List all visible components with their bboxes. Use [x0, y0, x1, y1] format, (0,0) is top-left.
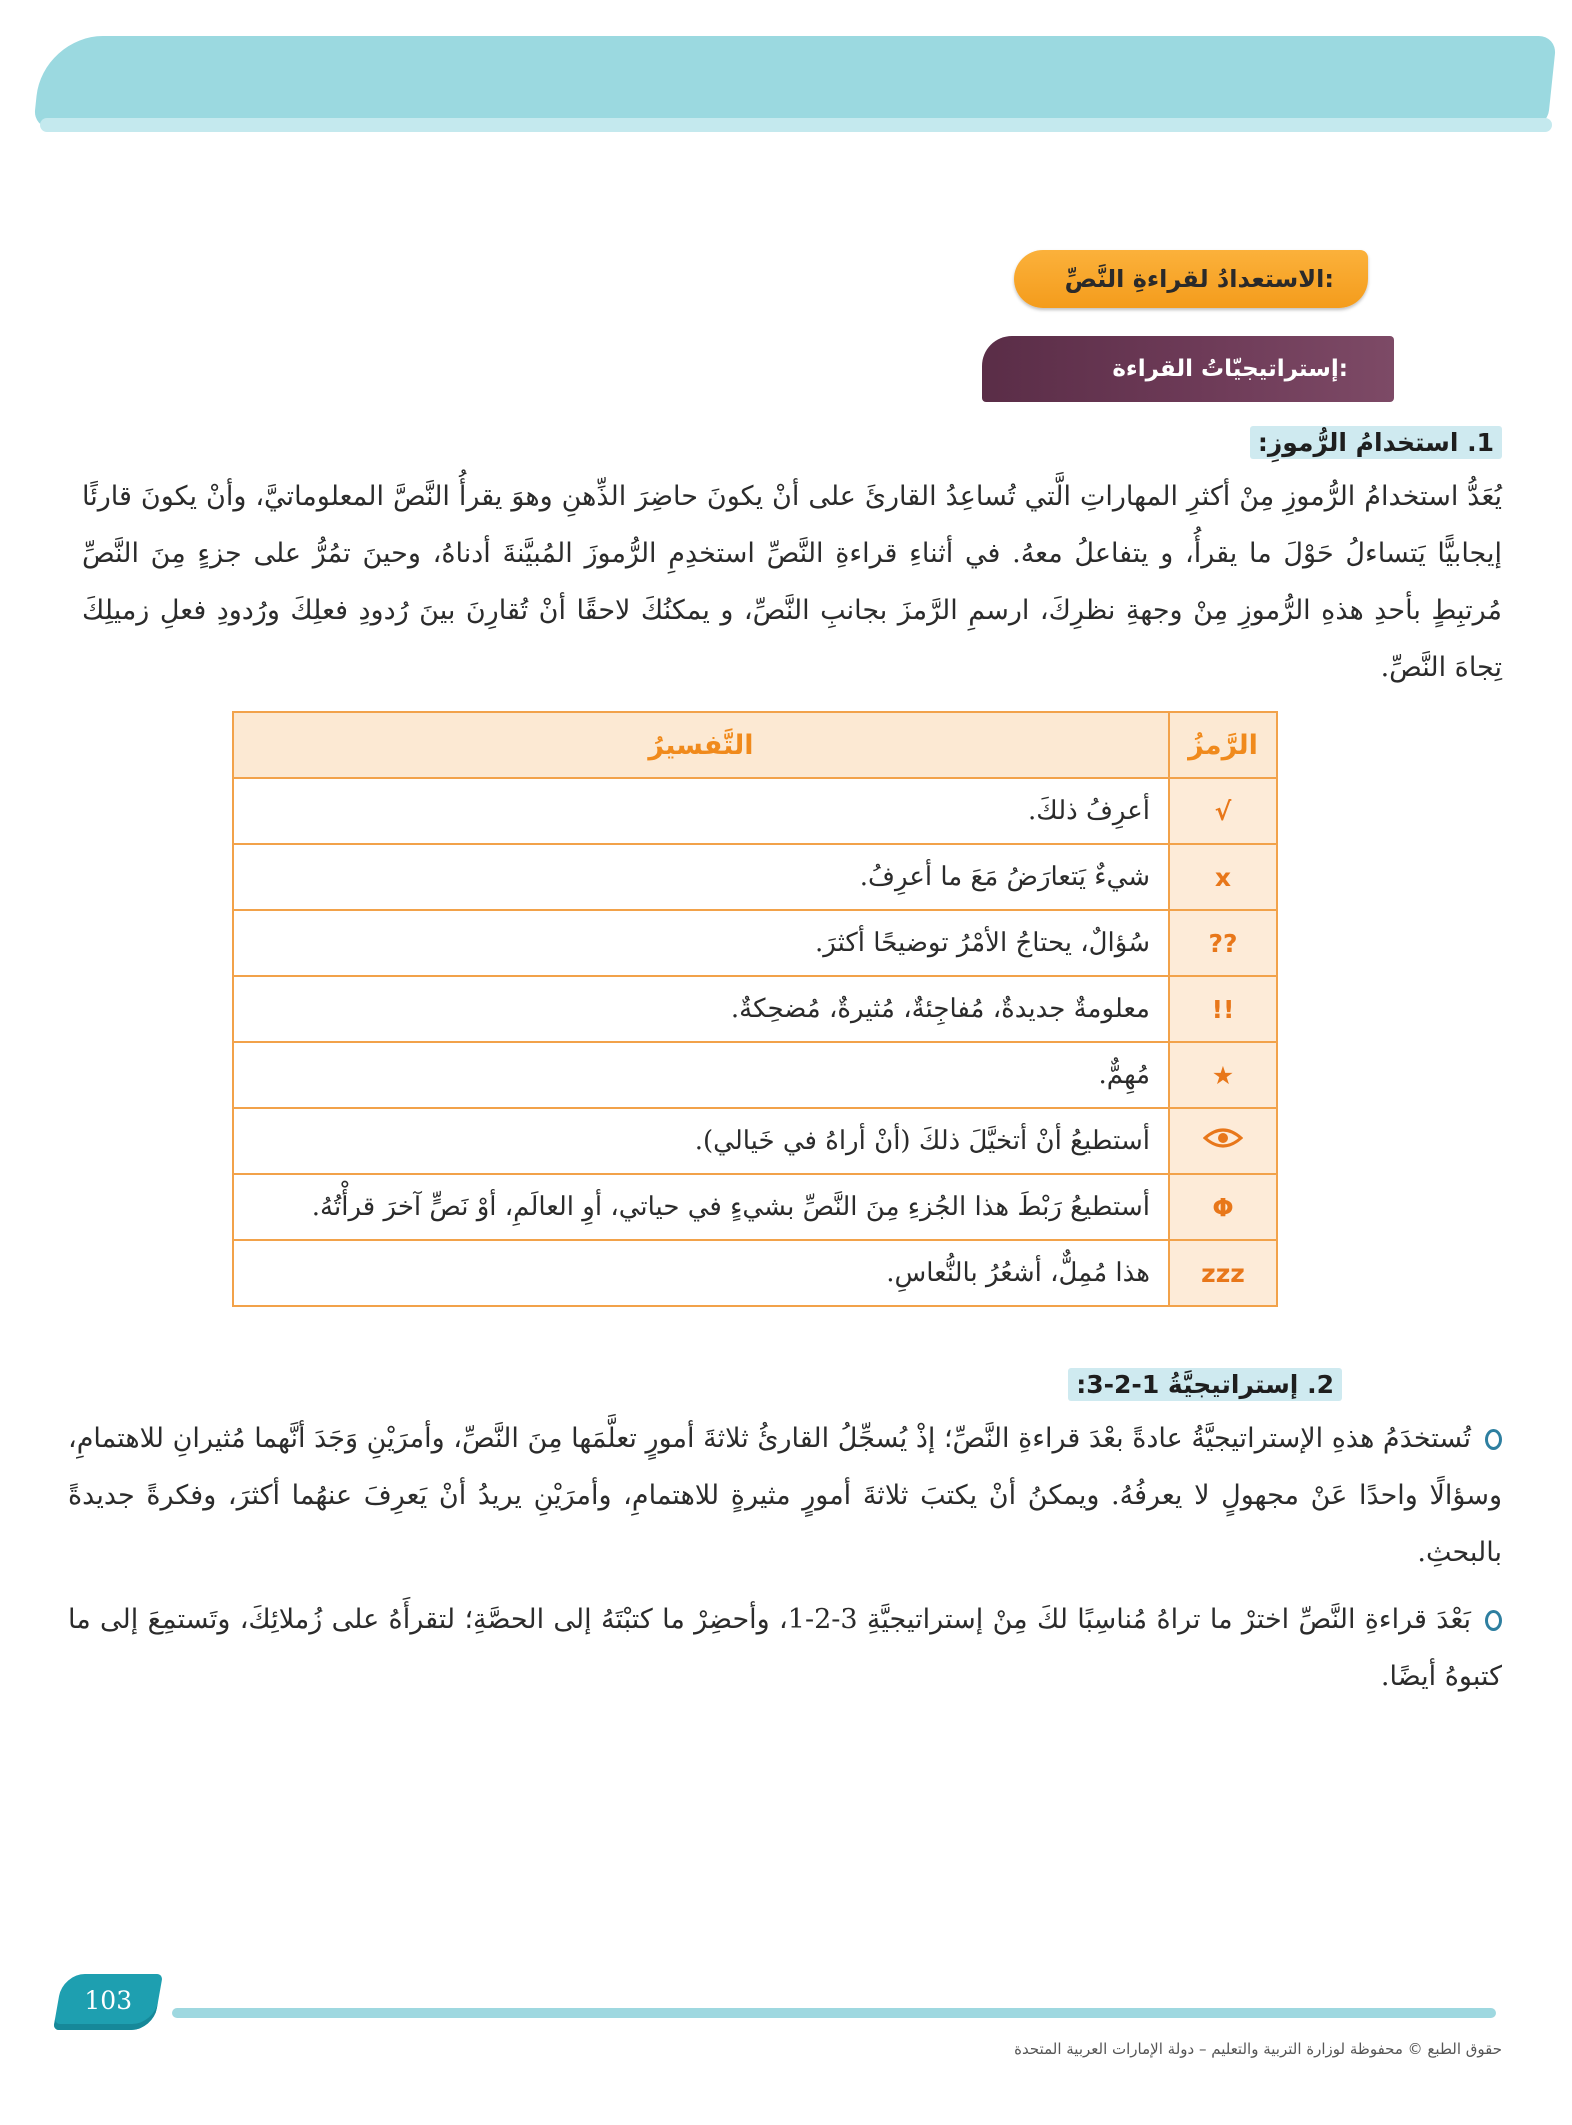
sleep-icon: zzz [1169, 1240, 1277, 1306]
table-row [233, 1240, 1277, 1306]
table-cell-meaning: أعرِفُ ذلكَ. [233, 778, 1169, 844]
cross-icon: x [1169, 844, 1277, 910]
section-title: الاستعدادُ لقراءةِ النَّصِّ: [1064, 265, 1334, 293]
table-cell-meaning: مُهِمٌّ. [233, 1042, 1169, 1108]
strategy-title-banner [982, 336, 1394, 402]
page-number: 103 [84, 1986, 133, 2015]
copyright-text: حقوق الطبع © محفوظة لوزارة التربية والتعليم – دولة الإمارات العربية المتحدة [1014, 2040, 1502, 2058]
table-cell-meaning: هذا مُمِلٌّ، أشعُرُ بالنُّعاسِ. [233, 1240, 1169, 1306]
meaning-column-header: التَّفسيرُ [233, 712, 1169, 778]
table-cell-meaning: أستطيعُ أنْ أتخيَّلَ ذلكَ (أنْ أراهُ في خَيالي). [233, 1108, 1169, 1174]
table-row [233, 910, 1277, 976]
table-cell-meaning: أستطيعُ رَبْطَ هذا الجُزءِ مِنَ النَّصِّ بشيءٍ في حياتي، أوِ العالَمِ، أوْ نَصٍّ آخرَ قرأْتُهُ. [233, 1174, 1169, 1240]
table-row [233, 1042, 1277, 1108]
list-item [68, 1591, 1502, 1705]
symbols-paragraph: يُعَدُّ استخدامُ الرُّموزِ مِنْ أكثرِ المهاراتِ الَّتي تُساعِدُ القارئَ على أنْ يكونَ حاضِرَ الذِّهنِ وهوَ يقرأُ النَّصَّ المعلوماتيَّ، وأنْ يكونَ قارئًا إيجابيًّا يَتساءلُ حَوْلَ ما يقرأُ، و يتفاعلُ معهُ. في أثناءِ قراءةِ النَّصِّ استخدِمِ الرُّموزَ المُبيَّنةَ أدناهُ، وحينَ تمُرُّ على جزءٍ مِنَ النَّصِّ مُرتبِطٍ بأحدِ هذهِ الرُّموزِ مِنْ وجهةِ نظرِكَ، ارسمِ الرَّمزَ بجانبِ النَّصِّ، و يمكنُكَ لاحقًا أنْ تُقارِنَ بينَ رُدودِ فعلِكَ ورُدودِ فعلِ زميلِكَ تِجاهَ النَّصِّ. [82, 481, 1502, 683]
bullet-icon [1485, 1429, 1502, 1450]
table-row [233, 844, 1277, 910]
star-icon: ★ [1169, 1042, 1277, 1108]
table-row [233, 1174, 1277, 1240]
symbol-column-header: الرَّمزُ [1169, 712, 1277, 778]
bottom-decorative-line [172, 2008, 1496, 2018]
bullet-text: تُستخدَمُ هذهِ الإستراتيجيَّةُ عادةً بعْدَ قراءةِ النَّصِّ؛ إذْ يُسجِّلُ القارئُ ثلاثةَ أمورٍ تعلَّمَها مِنَ النَّصِّ، وأمرَيْنِ وَجَدَ أنَّهما مُثيرانِ للاهتمامِ، وسؤالًا واحدًا عَنْ مجهولٍ لا يعرفُهُ. ويمكنُ أنْ يكتبَ ثلاثةَ أمورٍ مثيرةٍ للاهتمامِ، وأمرَيْنِ يريدُ أنْ يَعرِفَ عنهُما أكثرَ، وفكرةً جديدةً بالبحثِ. [68, 1423, 1502, 1568]
bullet-text: بَعْدَ قراءةِ النَّصِّ اخترْ ما تراهُ مُناسِبًا لكَ مِنْ إستراتيجيَّةِ 3-2-1، وأحضِرْ ما كتبْتَهُ إلى الحصَّةِ؛ لتقرأَهُ على زُملائِكَ، وتَستمِعَ إلى ما كتبوهُ أيضًا. [68, 1604, 1502, 1692]
symbols-table [232, 711, 1278, 1307]
question-marks-icon: ?? [1169, 910, 1277, 976]
table-cell-meaning: سُؤالٌ، يحتاجُ الأمْرُ توضيحًا أكثرَ. [233, 910, 1169, 976]
eye-icon [1169, 1108, 1277, 1174]
exclamation-marks-icon: !! [1169, 976, 1277, 1042]
table-header-row [233, 712, 1277, 778]
page-number-tab [53, 1974, 163, 2030]
strategy-heading: 2. إستراتيجيَّةُ 1-2-3: [1068, 1370, 1342, 1399]
symbols-heading: 1. استخدامُ الرُّموزِ: [1250, 428, 1502, 457]
table-cell-meaning: معلومةٌ جديدةٌ، مُفاجِئةٌ، مُثيرةٌ، مُضحِكةٌ. [233, 976, 1169, 1042]
eye-icon-svg [1203, 1126, 1243, 1150]
table-row [233, 778, 1277, 844]
top-decorative-line [40, 118, 1552, 132]
checkmark-icon: √ [1169, 778, 1277, 844]
list-item [68, 1410, 1502, 1581]
bullet-icon [1485, 1610, 1502, 1631]
table-cell-meaning: شيءٌ يَتعارَضُ مَعَ ما أعرِفُ. [233, 844, 1169, 910]
section-title-badge [1014, 250, 1368, 308]
table-row [233, 1108, 1277, 1174]
top-decorative-band [33, 36, 1557, 128]
table-row [233, 976, 1277, 1042]
strategy-title: إستراتيجيّاتُ القراءة: [1112, 356, 1348, 382]
phi-icon: Φ [1169, 1174, 1277, 1240]
